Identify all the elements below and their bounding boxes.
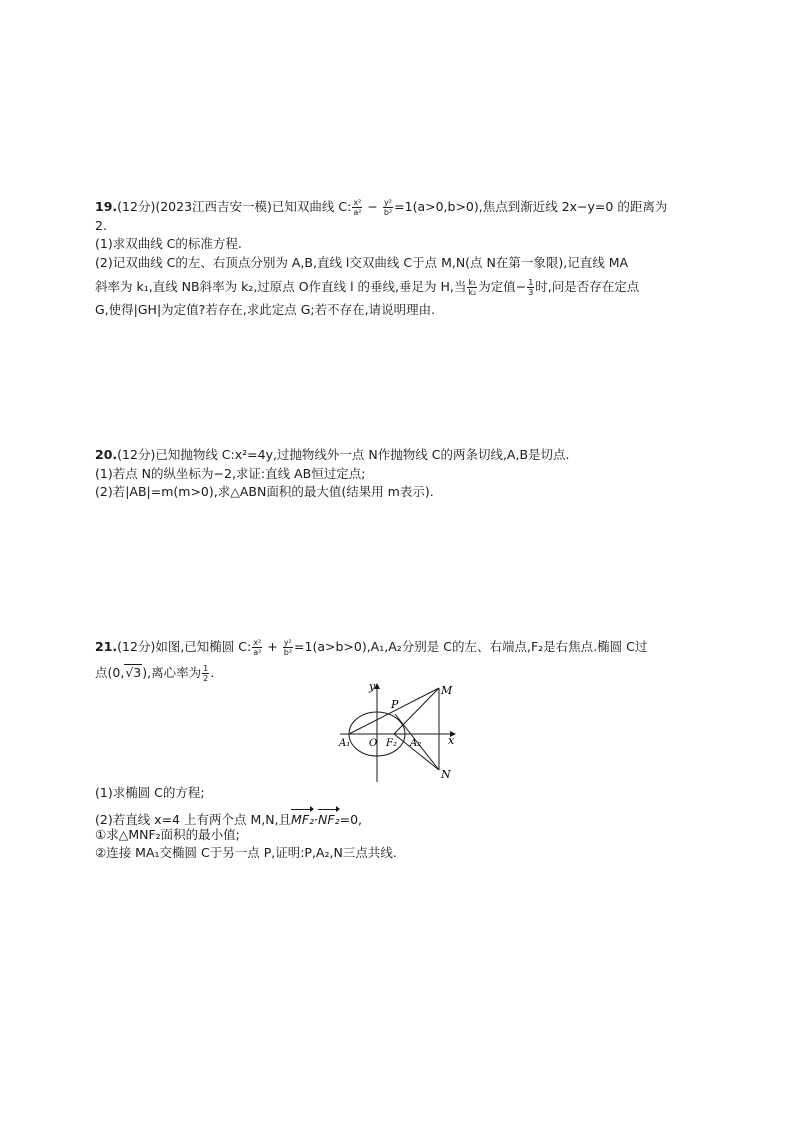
q19-part2-line1: (2)记双曲线 C的左、右顶点分别为 A,B,直线 l交双曲线 C于点 M,N(点 N在第一象限),记直线 MA (95, 255, 629, 270)
label-P: P (391, 698, 399, 711)
segment-MF2 (394, 688, 439, 734)
q21-stem-line1: 21.(12分)如图,已知椭圆 C: $\frac{\text{x²}}{\text{a²}}$ + $\frac{\text{y²}}{\text{b²}}$ =1(a>b>0),A₁,A₂分别是 C的左、右端点,F₂是右焦点.椭圆 C过 (95, 638, 648, 657)
q19-part2-line3: G,使得|GH|为定值?若存在,求此定点 G;若不存在,请说明理由. (95, 302, 436, 317)
label-M: M (441, 684, 453, 697)
q19-third: $\frac{1}{3}$ (528, 278, 534, 297)
q21-part1: (1)求椭圆 C的方程; (95, 785, 205, 800)
label-A2: A₂ (410, 738, 422, 749)
q19-frac-y: $\frac{\text{y²}}{\text{b²}}$ (383, 198, 393, 217)
q19-frac-x: $\frac{\text{x²}}{\text{a²}}$ (353, 198, 362, 217)
q19-line1: 19.(12分)(2023江西吉安一模)已知双曲线 C: $\frac{\text{x²}}{\text{a²}}$ − $\frac{\text{y²}}{\text{b²}}$ =1(a>0,b>0),焦点到渐近线 2x−y=0 的距离为 (95, 198, 668, 217)
vector-MF2: MF₂ (291, 808, 314, 828)
q20-stem: 20.(12分)已知抛物线 C:x²=4y,过抛物线外一点 N作抛物线 C的两条切线,A,B是切点. (95, 447, 570, 462)
q21-sub1: ①求△MNF₂面积的最小值; (95, 827, 240, 842)
q20-part2: (2)若|AB|=m(m>0),求△ABN面积的最大值(结果用 m表示). (95, 484, 434, 499)
q21-sub2: ②连接 MA₁交椭圆 C于另一点 P,证明:P,A₂,N三点共线. (95, 845, 397, 860)
q19-points: (12分) (117, 199, 156, 214)
label-A1: A₁ (339, 738, 351, 749)
q21-part2: (2)若直线 x=4 上有两个点 M,N,且MF₂·NF₂=0, (95, 808, 362, 828)
label-N: N (441, 768, 451, 781)
sqrt-sign: √3 (125, 665, 142, 680)
q19-part1: (1)求双曲线 C的标准方程. (95, 236, 242, 251)
q21-stem-line2: 点(0,√3),离心率为 $\frac{1}{2}$ . (95, 664, 215, 683)
label-O: O (369, 738, 378, 749)
vector-NF2: NF₂ (318, 808, 340, 828)
segment-MA1 (349, 688, 439, 734)
q21-frac-x: $\frac{\text{x²}}{\text{a²}}$ (253, 638, 262, 657)
ellipse-figure (335, 678, 465, 783)
q19-source: (2023江西吉安一模) (155, 199, 272, 214)
q19-number: 19. (95, 199, 118, 214)
label-x: x (448, 734, 455, 747)
q19-line2: 2. (95, 218, 107, 233)
q20-number: 20. (95, 447, 118, 462)
q19-k-ratio: $\frac{\text{k₁}}{\text{k₂}}$ (468, 278, 477, 297)
q21-half: $\frac{1}{2}$ (203, 664, 209, 683)
q19-part2-line2: 斜率为 k₁,直线 NB斜率为 k₂,过原点 O作直线 l 的垂线,垂足为 H,当 $\frac{\text{k₁}}{\text{k₂}}$ 为定值− $\frac{1}{3}$ 时,问是否存在定点 (95, 278, 640, 297)
q21-frac-y: $\frac{\text{y²}}{\text{b²}}$ (283, 638, 293, 657)
q20-part1: (1)若点 N的纵坐标为−2,求证:直线 AB恒过定点; (95, 466, 366, 481)
q21-number: 21. (95, 639, 118, 654)
label-y: y (369, 680, 376, 693)
label-F2: F₂ (386, 738, 397, 749)
